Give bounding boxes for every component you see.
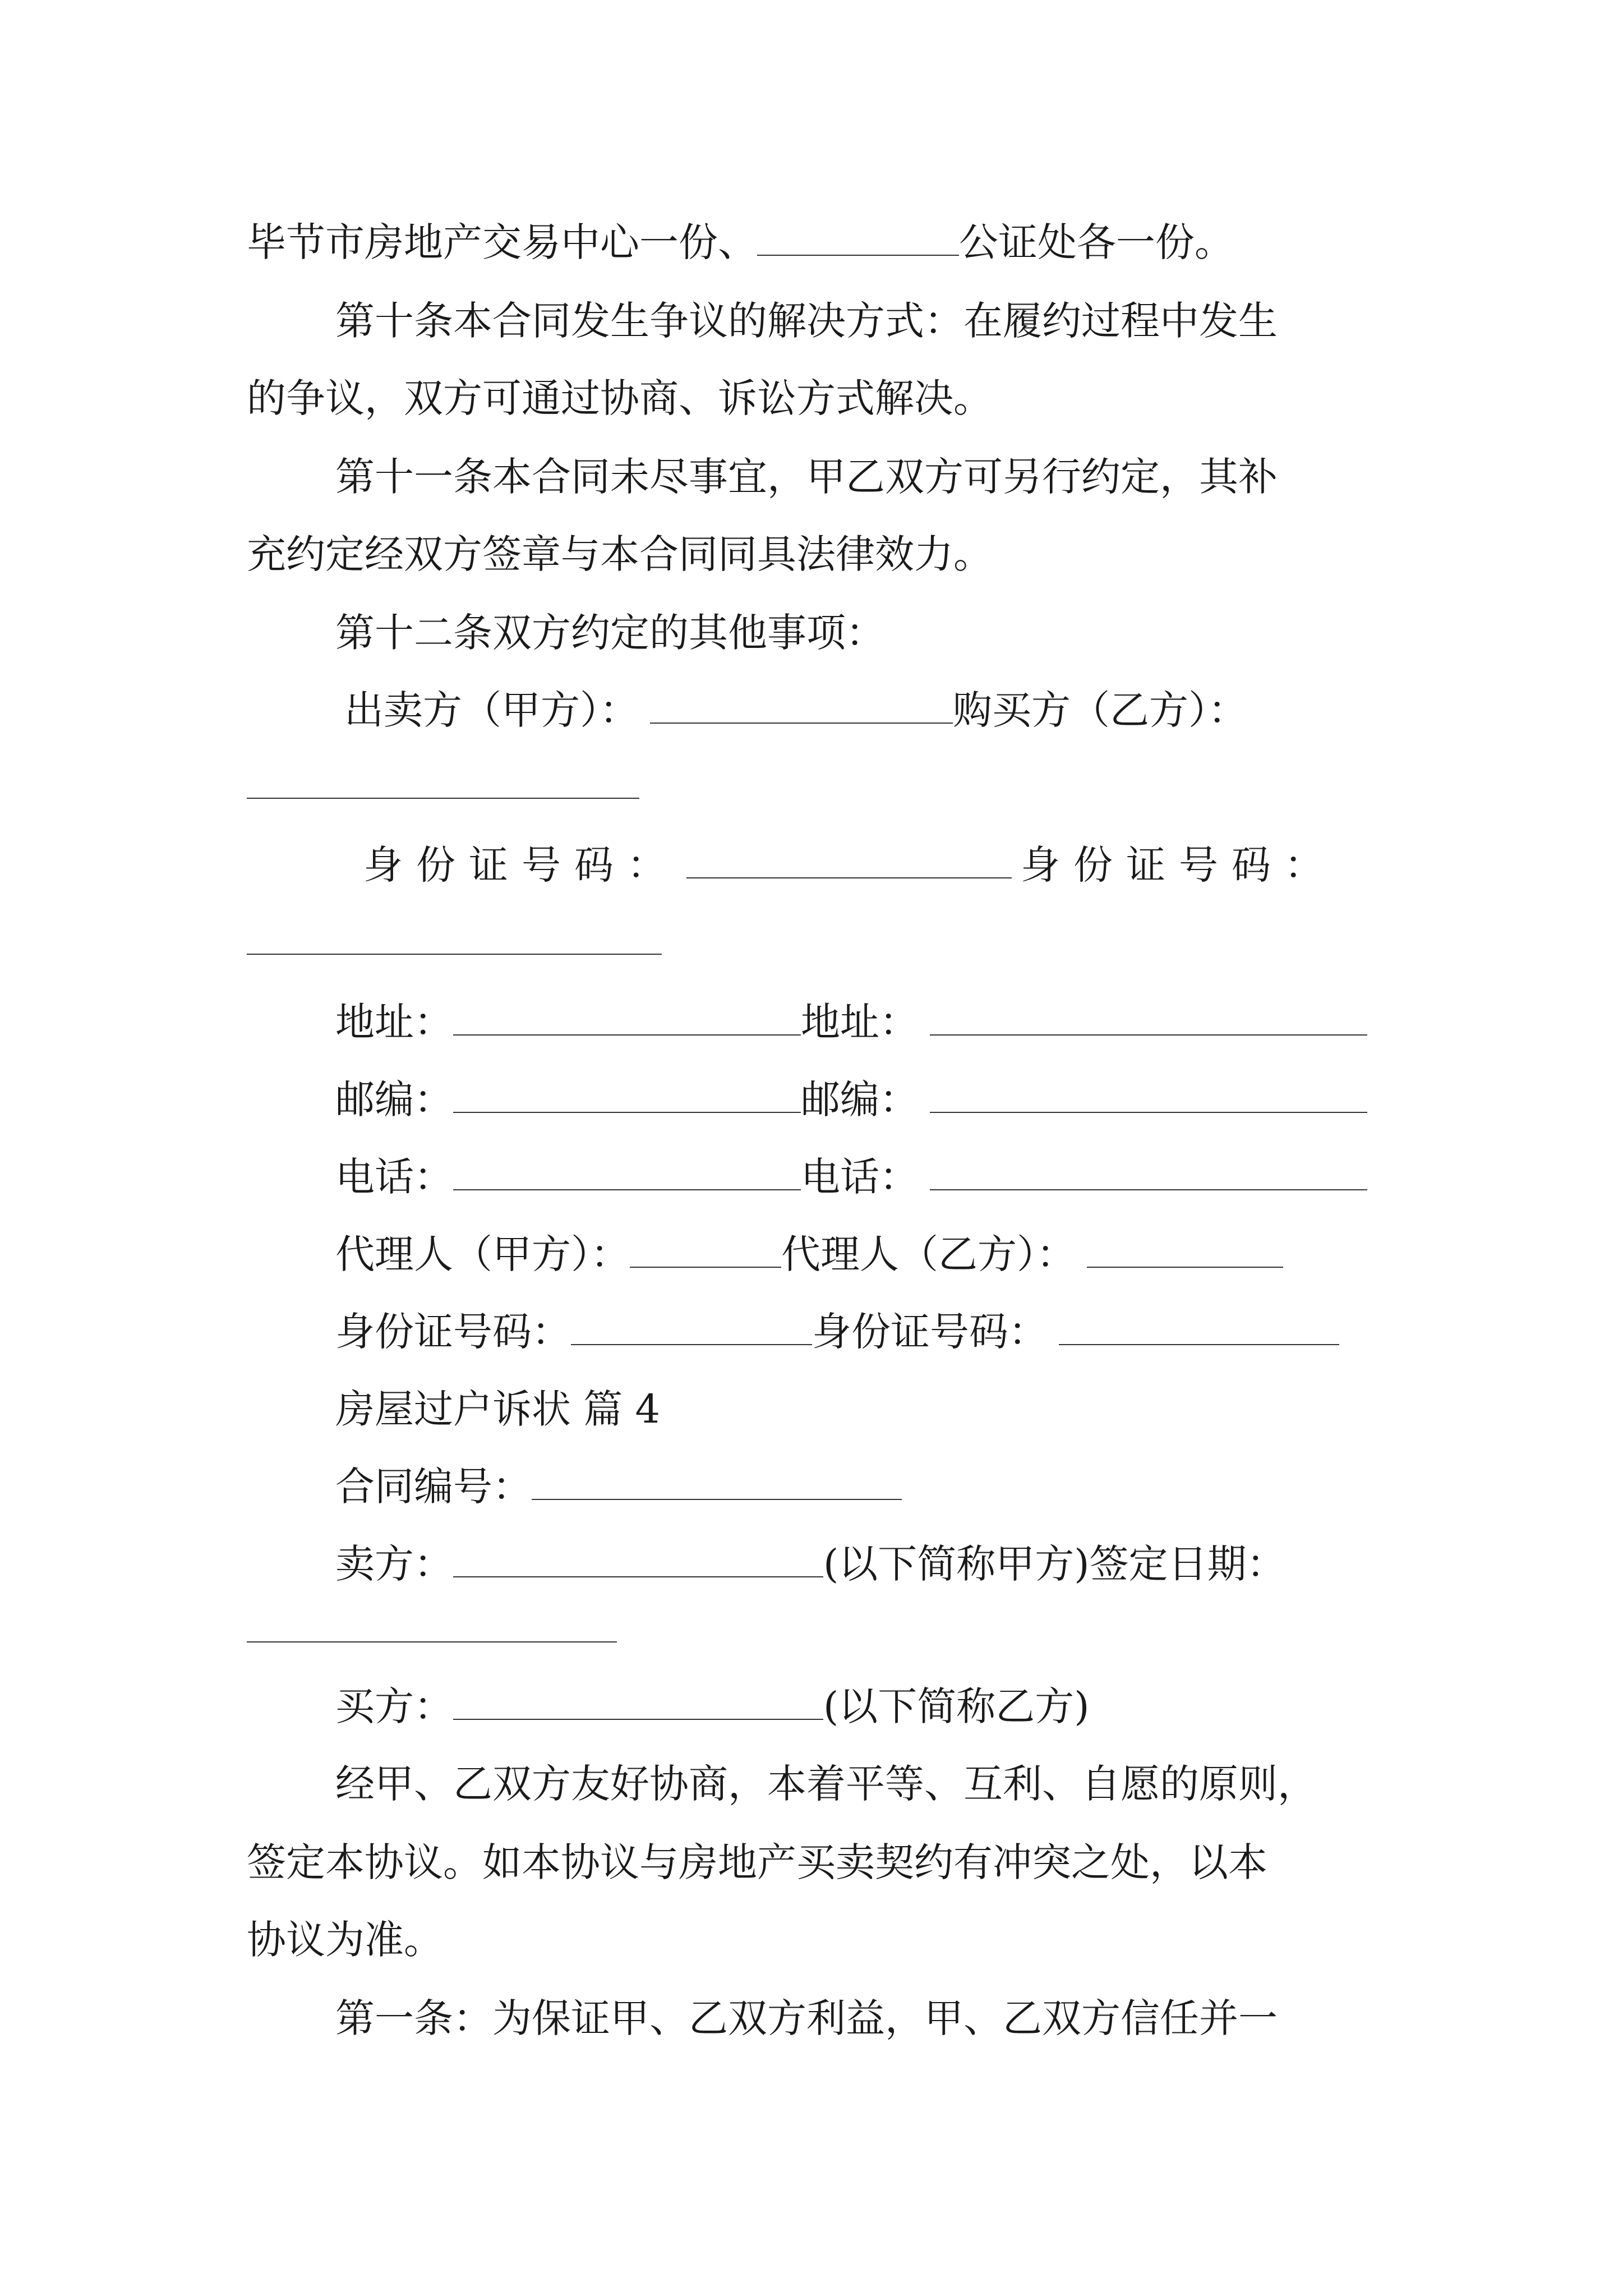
phone-label-seller: 电话： xyxy=(335,1154,453,1200)
agent-label-buyer: 代理人（乙方）： xyxy=(781,1231,1076,1277)
postcode-line xyxy=(335,1077,1367,1122)
article-1-line-1: 第一条：为保证甲、乙双方利益，甲、乙双方信任并一 xyxy=(335,1995,1278,2041)
contract-number-field[interactable] xyxy=(532,1464,902,1500)
buyer-phone-field[interactable] xyxy=(930,1154,1367,1190)
postcode-label-buyer: 邮编： xyxy=(801,1076,919,1122)
buyer2-suffix: (以下简称乙方) xyxy=(823,1683,1090,1729)
article-11-line-2: 充约定经双方签章与本合同同具法律效力。 xyxy=(247,531,993,577)
address-label-buyer: 地址： xyxy=(801,999,919,1045)
article-11-line-1: 第十一条本合同未尽事宜，甲乙双方可另行约定，其补 xyxy=(335,454,1278,500)
id-label-buyer: 身份证号码： xyxy=(1021,842,1337,888)
section-title: 房屋过户诉状 篇 4 xyxy=(335,1386,661,1432)
postcode-label-seller: 邮编： xyxy=(335,1076,453,1122)
buyer-name-field[interactable] xyxy=(247,798,639,799)
seller2-line xyxy=(335,1542,1286,1586)
seller2-name-field[interactable] xyxy=(453,1542,823,1577)
blank-field[interactable] xyxy=(757,220,959,256)
contract-number-line xyxy=(335,1464,902,1509)
buyer-label: 购买方（乙方）： xyxy=(953,687,1247,733)
seller-address-field[interactable] xyxy=(453,1000,801,1036)
contract-number-label: 合同编号： xyxy=(335,1464,532,1510)
buyer2-line xyxy=(335,1684,1090,1729)
buyer2-label: 买方： xyxy=(335,1683,453,1729)
seller-agent-id-field[interactable] xyxy=(571,1309,812,1345)
address-label-seller: 地址： xyxy=(335,999,453,1045)
agent-line xyxy=(335,1232,1283,1277)
text: 毕节市房地产交易中心一份、 xyxy=(247,219,757,265)
buyer-postcode-field[interactable] xyxy=(930,1077,1367,1113)
sign-date-field[interactable] xyxy=(247,1641,617,1642)
article-12: 第十二条双方约定的其他事项： xyxy=(335,610,885,656)
seller-postcode-field[interactable] xyxy=(453,1077,801,1113)
buyer-agent-id-field[interactable] xyxy=(1059,1309,1339,1345)
buyer-id-field[interactable] xyxy=(247,954,662,955)
buyer2-name-field[interactable] xyxy=(453,1684,823,1720)
seller-agent-field[interactable] xyxy=(630,1232,781,1268)
article-10-line-1: 第十条本合同发生争议的解决方式：在履约过程中发生 xyxy=(335,298,1278,344)
text: 公证处各一份。 xyxy=(959,219,1234,265)
paragraph-line xyxy=(247,220,1234,265)
address-line xyxy=(335,1000,1367,1045)
intro-line-3: 协议为准。 xyxy=(247,1917,443,1963)
article-10-line-2: 的争议，双方可通过协商、诉讼方式解决。 xyxy=(247,375,993,421)
intro-line-1: 经甲、乙双方友好协商，本着平等、互利、自愿的原则， xyxy=(335,1761,1317,1807)
seller-phone-field[interactable] xyxy=(453,1154,801,1190)
seller-name-field[interactable] xyxy=(650,688,953,724)
buyer-address-field[interactable] xyxy=(930,1000,1367,1036)
buyer-agent-field[interactable] xyxy=(1087,1232,1283,1268)
agent-id-label-seller: 身份证号码： xyxy=(335,1309,571,1355)
seller2-suffix: (以下简称甲方) xyxy=(823,1541,1090,1587)
id-number-line xyxy=(363,843,1337,887)
seller2-label: 卖方： xyxy=(335,1541,453,1587)
agent-label-seller: 代理人（甲方）： xyxy=(335,1231,630,1277)
phone-label-buyer: 电话： xyxy=(801,1154,919,1200)
seller-id-field[interactable] xyxy=(686,843,1012,878)
sign-date-label: 签定日期： xyxy=(1089,1541,1286,1587)
seller-label: 出卖方（甲方）： xyxy=(344,687,639,733)
agent-id-line xyxy=(335,1309,1339,1354)
intro-line-2: 签定本协议。如本协议与房地产买卖契约有冲突之处，以本 xyxy=(247,1839,1267,1885)
agent-id-label-buyer: 身份证号码： xyxy=(812,1309,1048,1355)
seller-buyer-line xyxy=(344,688,1247,733)
id-label-seller: 身份证号码： xyxy=(363,842,680,888)
phone-line xyxy=(335,1154,1367,1199)
